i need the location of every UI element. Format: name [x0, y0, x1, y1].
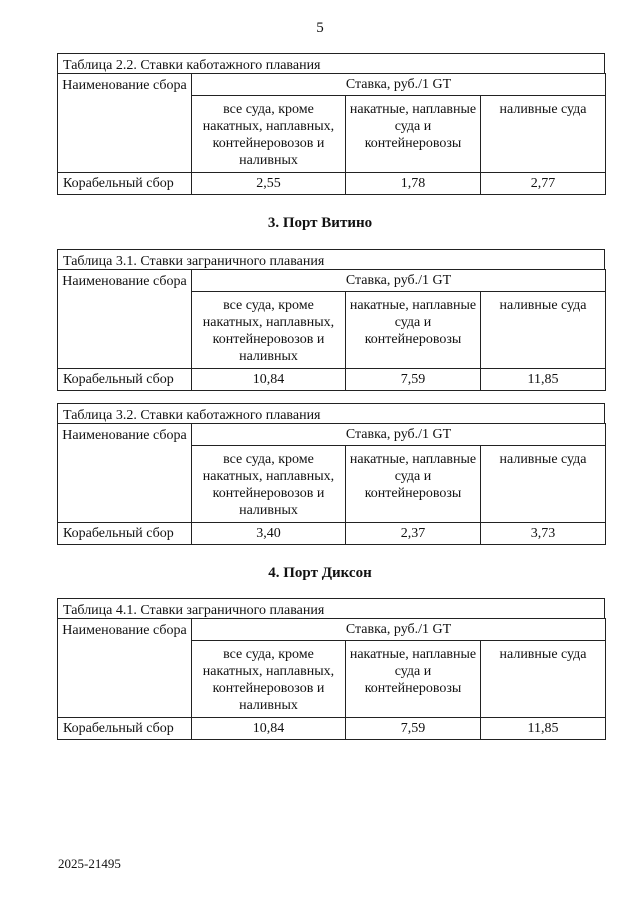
page-number: 5 — [316, 20, 324, 36]
header-col-tankers: наливные суда — [481, 292, 606, 369]
header-col-roro: накатные, наплавные суда и контейнеровозы — [346, 292, 481, 369]
value-roro: 2,37 — [346, 523, 481, 545]
value-tankers: 3,73 — [481, 523, 606, 545]
document-code: 2025-21495 — [58, 856, 121, 871]
value-all-vessels: 10,84 — [192, 718, 346, 740]
table-3-2 — [57, 403, 605, 545]
header-col-all-vessels: все суда, кроме накатных, наплавных, контейнеровозов и наливных — [192, 96, 346, 173]
table-row — [58, 173, 606, 195]
row-label: Корабельный сбор — [58, 718, 192, 740]
header-col-all-vessels: все суда, кроме накатных, наплавных, контейнеровозов и наливных — [192, 446, 346, 523]
table-4-1 — [57, 598, 605, 740]
value-all-vessels: 10,84 — [192, 369, 346, 391]
header-rate: Ставка, руб./1 GT — [192, 619, 606, 641]
table-2-2 — [57, 53, 605, 195]
row-label: Корабельный сбор — [58, 523, 192, 545]
table-row — [58, 718, 606, 740]
table-row — [58, 369, 606, 391]
value-roro: 7,59 — [346, 369, 481, 391]
value-roro: 1,78 — [346, 173, 481, 195]
header-rate: Ставка, руб./1 GT — [192, 74, 606, 96]
value-tankers: 11,85 — [481, 369, 606, 391]
value-tankers: 11,85 — [481, 718, 606, 740]
rates-table — [57, 269, 606, 391]
value-all-vessels: 2,55 — [192, 173, 346, 195]
header-name: Наименование сбора — [58, 424, 192, 523]
value-tankers: 2,77 — [481, 173, 606, 195]
header-col-all-vessels: все суда, кроме накатных, наплавных, контейнеровозов и наливных — [192, 292, 346, 369]
rates-table — [57, 73, 606, 195]
value-all-vessels: 3,40 — [192, 523, 346, 545]
table-row — [58, 523, 606, 545]
table-caption: Таблица 2.2. Ставки каботажного плавания — [57, 53, 605, 73]
section-title-dikson: 4. Порт Диксон — [268, 565, 372, 581]
header-col-tankers: наливные суда — [481, 641, 606, 718]
rates-table — [57, 423, 606, 545]
table-3-1 — [57, 249, 605, 391]
table-caption: Таблица 3.1. Ставки заграничного плавания — [57, 249, 605, 269]
section-title-vitino: 3. Порт Витино — [267, 215, 373, 231]
header-col-roro: накатные, наплавные суда и контейнеровозы — [346, 641, 481, 718]
header-col-tankers: наливные суда — [481, 96, 606, 173]
table-caption: Таблица 4.1. Ставки заграничного плавания — [57, 598, 605, 618]
header-rate: Ставка, руб./1 GT — [192, 424, 606, 446]
header-col-all-vessels: все суда, кроме накатных, наплавных, контейнеровозов и наливных — [192, 641, 346, 718]
row-label: Корабельный сбор — [58, 369, 192, 391]
value-roro: 7,59 — [346, 718, 481, 740]
header-rate: Ставка, руб./1 GT — [192, 270, 606, 292]
header-name: Наименование сбора — [58, 270, 192, 369]
header-col-roro: накатные, наплавные суда и контейнеровозы — [346, 446, 481, 523]
row-label: Корабельный сбор — [58, 173, 192, 195]
rates-table — [57, 618, 606, 740]
header-col-roro: накатные, наплавные суда и контейнеровозы — [346, 96, 481, 173]
header-name: Наименование сбора — [58, 74, 192, 173]
header-name: Наименование сбора — [58, 619, 192, 718]
table-caption: Таблица 3.2. Ставки каботажного плавания — [57, 403, 605, 423]
header-col-tankers: наливные суда — [481, 446, 606, 523]
